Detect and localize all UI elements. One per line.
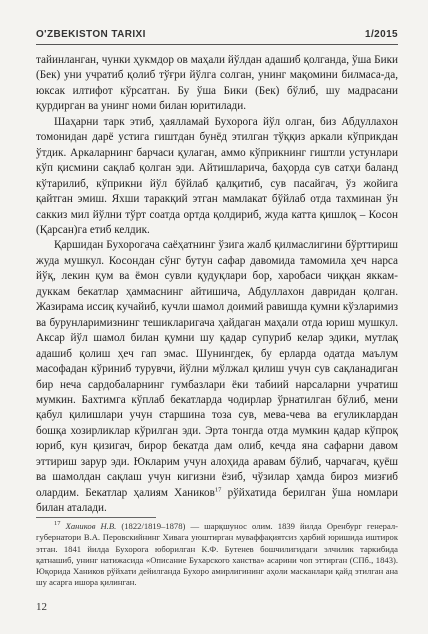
issue-number: 1/2015 — [365, 29, 398, 40]
paragraph-3 — [36, 238, 398, 516]
footnote-rule — [36, 517, 156, 518]
footnote — [36, 521, 398, 589]
journal-title: O'ZBEKISTON TARIXI — [36, 29, 146, 40]
footnote-name: Хаников Н.В. — [65, 521, 117, 531]
paragraph-3-text-end: рўйхатида берилган ўша номлари билан аталади. — [36, 486, 399, 515]
footnote-marker: 17 — [54, 520, 61, 528]
footnote-reference[interactable]: 17 — [214, 485, 222, 493]
body-text — [36, 53, 398, 517]
paragraph-3-text: Қаршидан Бухорогача саёҳатнинг ўзига жалб қилмаслигини бўрттириш жуда мушкул. Косондан сўнг бутун сафар давомида тамомила ҳеч нарса йўқ, лекин қум ва ёмон сувли қудуқлари бор, харобаси чиққан яккам-дуккам бекатлар ҳаммаснинг айтишича, Абдуллахон давридан қолган. Жазирама иссиқ кучайиб, кучли шамол доимий равишда қумни кўзларимиз ва бурунларимизнинг тешикларигача ҳайдаган маҳали отда юриш мушкул. Аксар йўл шамол билан қумни шу қадар супуриб келар эдики, мутлақ адашиб қолиш ҳеч гап эмас. Шунингдек, бу ерларда одатда маълум масофадан кўриниб турувчи, йўлни мўлжал қилиш учун сув сақланадиган бир неча сардобаларнинг гумбазлари ёки табиий нарсаларни учратиш мумкин. Бахтимга кўплаб бекатларда чодирлар ўрнатилган бўлиб, мени қабул қилишлари учун старшина тоза сув, мева-чева ва егуликлардан бошқа хозирликлар кўрилган эди. Эрта тонгда отда мумкин қадар кўпроқ юриб, кун қизигач, бирор бекатда дам олиб, кечда яна сафарни давом эттириш зарур эди. Юкларим учун алоҳида аравам бўлиб, чарчагач, қуёш ва шамолдан сақлаш учун кигизни ёзиб, чўзилар ҳамда бироз мизғиб олардим. Бекатлар ҳалиям Хаников — [36, 239, 398, 499]
running-header — [36, 29, 398, 43]
paragraph-2: Шаҳарни тарк этиб, ҳаялламай Бухорога йўл олган, биз Абдуллахон томонидан дарё устига гиштдан бунёд этилган тўққиз аркали кўприкдан ўтдик. Аркаларнинг барчаси қулаган, аммо кўприкнинг гиштли устунлари кўп қисмини сақлаб қолган эди. Айтишларича, баҳорда сув сатҳи баланд кўтарилиб, кўприкни йўл бўйлаб қалқитиб, сув пасайгач, ўз жойига қайтган эмиш. Яхши таракқий этган мамлакат бўйлаб отда тахминан ўн саккиз мил йўлни тўрт соатда ортда қолдириб, жуда катта қишлоқ – Косон (Қарсан)га етиб келдик. — [36, 115, 398, 236]
page-number: 12 — [36, 601, 47, 613]
header-rule — [36, 44, 398, 45]
paragraph-1: тайинланган, чунки ҳукмдор ов маҳали йўлдан адашиб қолганда, ўша Бики (Бек) уни учратиб қолиб тўғри йўлга солган, унинг мақомини билмаса-да, юксак илтифот кўрсатган. Бу ўша Бики (Бек) бўлиб, шу мадрасани қурдирган ва унинг номи билан юритилади. — [36, 54, 398, 113]
footnote-text: (1822/1819–1878) — шарқшунос олим. 1839 йилда Оренбург генерал-губернатори В.А. Перовскийнинг Хивага уюштирган муваффақиятсиз ҳарбий юришида иштирок этган. 1841 йилда Бухорога юборилган К.Ф. Бутенев бошчилигидаги элчилик таркибида қатнашиб, унинг натижасида «Описание Бухарского ханства» асарини чоп эттирган (СПб., 1843). Юқорида Хаников рўйхати дейилганда Бухоро амирлигининг аҳоли масканлари қайд этилган ана шу асарга ишора қилинган. — [36, 521, 398, 588]
